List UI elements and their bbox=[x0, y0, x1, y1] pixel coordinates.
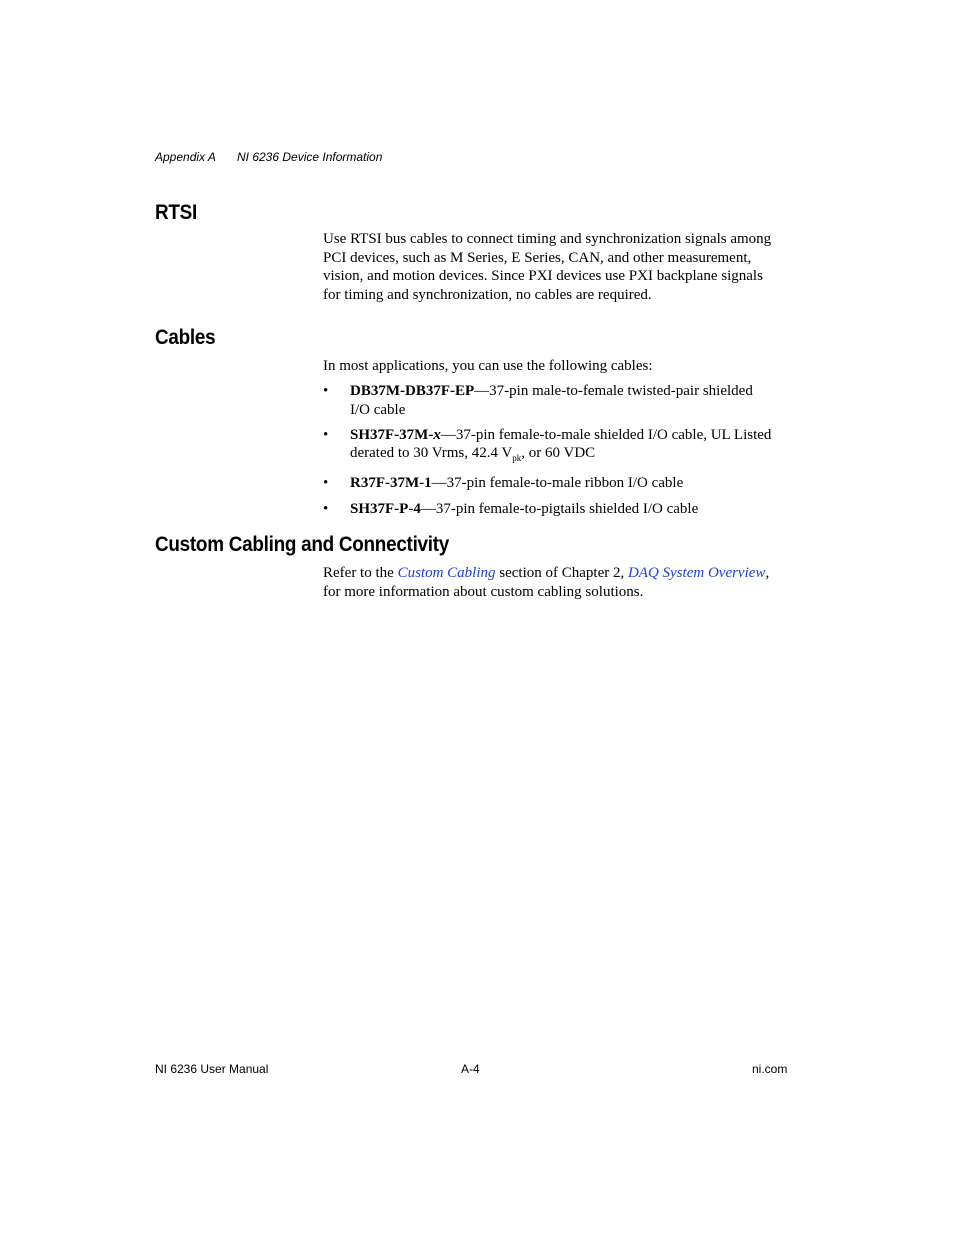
footer-website: ni.com bbox=[752, 1062, 788, 1076]
list-item bbox=[323, 500, 793, 519]
cable-desc-cont: derated to 30 Vrms, 42.4 $V_{pk}$, or 60 VDC bbox=[350, 445, 596, 464]
bullet: • bbox=[323, 426, 329, 443]
custom-paragraph bbox=[323, 564, 793, 601]
list-item bbox=[323, 474, 793, 493]
list-item bbox=[323, 426, 793, 468]
cable-desc: —37-pin female-to-male ribbon I/O cable bbox=[431, 475, 684, 492]
header-chapter: Appendix A bbox=[155, 150, 216, 164]
custom-text: , bbox=[765, 565, 770, 581]
cable-name: SH37F-37M-x bbox=[350, 426, 441, 443]
bullet: • bbox=[323, 475, 329, 492]
rtsi-line: for timing and synchronization, no cables are required. bbox=[323, 286, 652, 303]
cable-name: DB37M-DB37F-EP bbox=[350, 383, 475, 400]
bullet: • bbox=[323, 383, 329, 400]
custom-heading: Custom Cabling and Connectivity bbox=[155, 533, 450, 556]
rtsi-line: PCI devices, such as M Series, E Series, CAN, and other measurement, bbox=[323, 249, 752, 266]
bullet: • bbox=[323, 500, 329, 517]
cables-content bbox=[323, 357, 793, 525]
rtsi-line: vision, and motion devices. Since PXI devices use PXI backplane signals bbox=[323, 268, 763, 285]
daq-system-overview-link[interactable]: DAQ System Overview bbox=[627, 565, 766, 581]
custom-text: Refer to the bbox=[323, 565, 398, 581]
footer-manual-title: NI 6236 User Manual bbox=[155, 1062, 269, 1076]
cable-desc: —37-pin female-to-male shielded I/O cable, UL Listed bbox=[440, 426, 772, 443]
cables-heading: Cables bbox=[155, 326, 216, 349]
cable-desc-cont: I/O cable bbox=[350, 401, 406, 418]
custom-text: for more information about custom cabling solutions. bbox=[323, 583, 644, 600]
footer-page-number: A-4 bbox=[461, 1062, 480, 1076]
cable-desc: —37-pin male-to-female twisted-pair shielded bbox=[474, 383, 753, 400]
list-item bbox=[323, 382, 793, 419]
cable-desc: —37-pin female-to-pigtails shielded I/O cable bbox=[420, 500, 699, 517]
rtsi-line: Use RTSI bus cables to connect timing and synchronization signals among bbox=[323, 231, 772, 247]
rtsi-heading: RTSI bbox=[155, 201, 197, 224]
custom-cabling-link[interactable]: Custom Cabling bbox=[397, 565, 496, 581]
cable-name: R37F-37M-1 bbox=[350, 475, 432, 492]
cables-intro: In most applications, you can use the following cables: bbox=[323, 358, 653, 374]
running-header bbox=[155, 150, 382, 164]
custom-text: section of Chapter 2, bbox=[495, 565, 628, 581]
rtsi-paragraph bbox=[323, 230, 793, 304]
cable-name: SH37F-P-4 bbox=[350, 500, 421, 517]
header-title: NI 6236 Device Information bbox=[237, 150, 383, 164]
cables-list bbox=[323, 382, 793, 518]
